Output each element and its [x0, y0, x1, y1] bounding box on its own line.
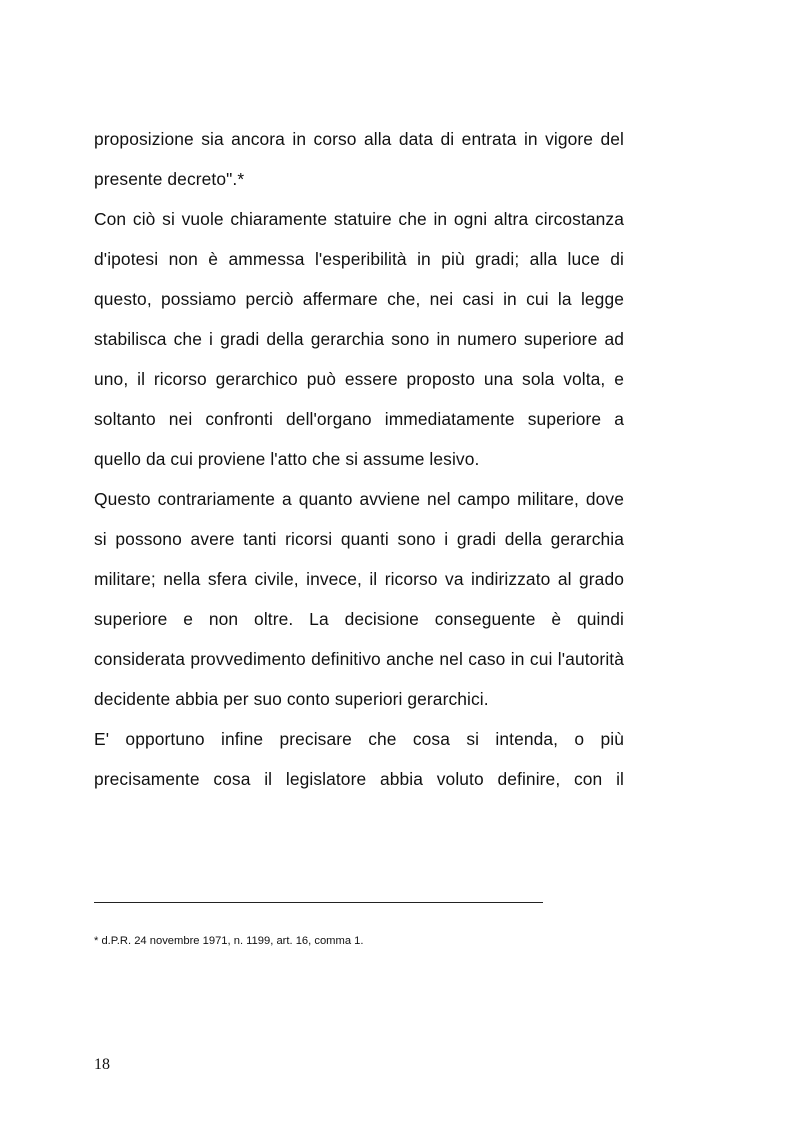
paragraph-single-grade: Con ciò si vuole chiaramente statuire che in ogni altra circostanza d'ipotesi non è ammessa l'esperibilità in più gradi; alla luce di questo, possiamo perciò affermare che, nei casi in cui la legge stabilisca che i gradi della gerarchia sono in numero superiore ad uno, il ricorso gerarchico può essere proposto una sola volta, e soltanto nei confronti dell'organo immediatamente superiore a quello da cui proviene l'atto che si assume lesivo.: [94, 209, 624, 469]
body-text: [94, 119, 624, 799]
paragraph-legislator-definition: E' opportuno infine precisare che cosa si intenda, o più precisamente cosa il legislatore abbia voluto definire, con il: [94, 729, 624, 789]
page-number: 18: [94, 1056, 110, 1073]
footnote-separator: [94, 902, 543, 903]
paragraph-decree-quote: proposizione sia ancora in corso alla data di entrata in vigore del presente decreto".*: [94, 129, 624, 189]
footnote: * d.P.R. 24 novembre 1971, n. 1199, art. 16, comma 1.: [94, 935, 364, 947]
paragraph-military-comparison: Questo contrariamente a quanto avviene nel campo militare, dove si possono avere tanti ricorsi quanti sono i gradi della gerarchia militare; nella sfera civile, invece, il ricorso va indirizzato al grado superiore e non oltre. La decisione conseguente è quindi considerata provvedimento definitivo anche nel caso in cui l'autorità decidente abbia per suo conto superiori gerarchici.: [94, 489, 624, 709]
